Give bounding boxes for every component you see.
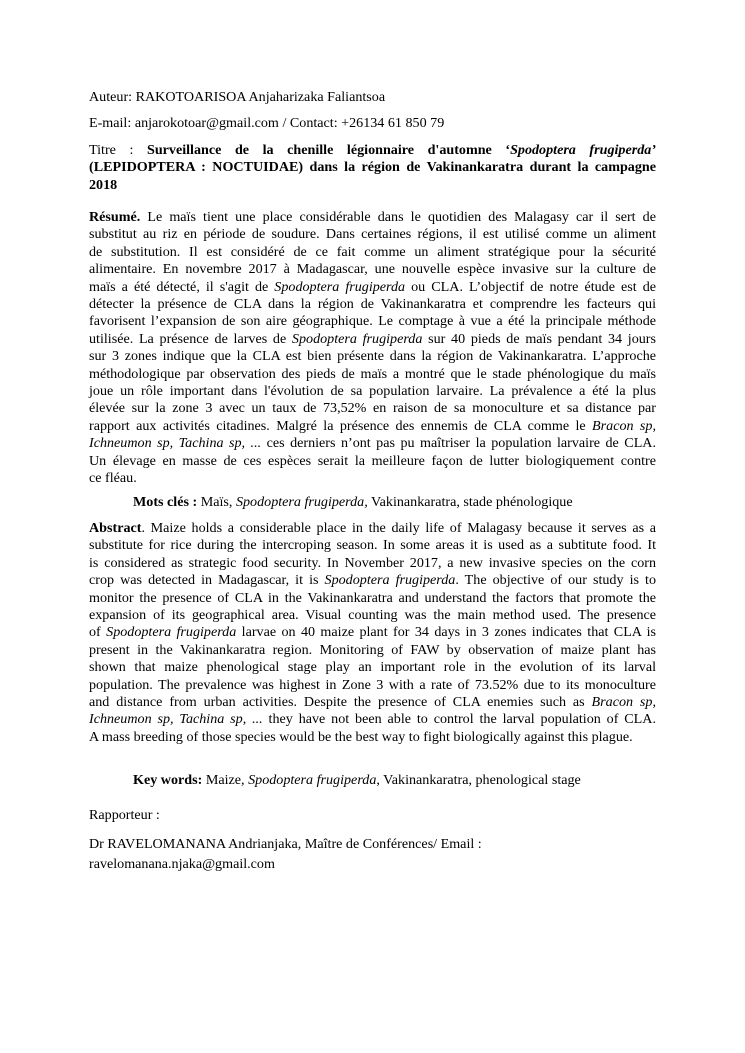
text-segment: ces derniers n’ont pas pu maîtriser la population larvaire de CLA. bbox=[261, 435, 656, 452]
author-line bbox=[89, 89, 656, 106]
title-text: Surveillance de la chenille légionnaire d'automne ‘ bbox=[146, 142, 511, 158]
key-words-line bbox=[89, 772, 656, 789]
author-name: RAKOTOARISOA Anjaharizaka Faliantsoa bbox=[135, 89, 386, 105]
text-line bbox=[89, 729, 656, 746]
title-block bbox=[89, 142, 656, 194]
abstract-paragraph bbox=[89, 520, 656, 746]
text-line bbox=[89, 711, 656, 728]
text-line bbox=[89, 313, 656, 330]
text-segment: ce fléau. bbox=[89, 470, 137, 487]
author-email: anjarokotoar@gmail.com bbox=[134, 115, 279, 131]
text-line bbox=[89, 226, 656, 243]
mots-cles-species: Spodoptera frugiperda, bbox=[235, 494, 368, 510]
text-line bbox=[89, 331, 656, 348]
text-segment: and distance from urban activities. Despite the presence of CLA enemies such as bbox=[89, 694, 592, 711]
email-label: E-mail: bbox=[89, 115, 132, 131]
mots-cles-label: Mots clés : bbox=[133, 494, 198, 510]
text-line bbox=[89, 400, 656, 417]
text-segment: substitute for rice during the intercroping season. In some areas it is used as a subtitute food. It bbox=[89, 537, 656, 554]
title-line bbox=[89, 177, 656, 194]
text-line bbox=[89, 296, 656, 313]
text-line bbox=[89, 418, 656, 435]
mots-cles-line bbox=[89, 494, 656, 511]
text-segment: de substitution. Il est considéré de ce fait comme un aliment stratégique pour la sécurité bbox=[89, 243, 656, 260]
text-segment: . The objective of our study is to bbox=[455, 572, 656, 589]
text-line bbox=[89, 694, 656, 711]
resume-paragraph bbox=[89, 209, 656, 488]
title-label: Titre : bbox=[89, 142, 134, 158]
species-name: Bracon sp, bbox=[592, 417, 656, 434]
text-segment: present in the Vakinankaratra region. Monitoring of FAW by observation of maize plant has bbox=[89, 641, 656, 658]
text-segment: of bbox=[89, 624, 107, 641]
resume-label: Résumé. bbox=[89, 209, 141, 225]
text-line bbox=[89, 642, 656, 659]
text-line bbox=[89, 659, 656, 676]
text-segment: maïs a été détecté, il s'agit de bbox=[89, 278, 275, 295]
text-segment: larvae on 40 maize plant for 34 days in 3 zones indicates that CLA is bbox=[236, 624, 656, 641]
text-line bbox=[89, 209, 656, 226]
text-segment: A mass breeding of those species would be the best way to fight biologically against this plague. bbox=[89, 728, 633, 745]
title-line bbox=[89, 159, 656, 176]
mots-cles-text: Vakinankaratra, stade phénologique bbox=[367, 494, 573, 510]
abstract-label: Abstract bbox=[89, 520, 142, 536]
text-line bbox=[89, 470, 656, 487]
key-words-text: , Vakinankaratra, phenological stage bbox=[376, 772, 581, 788]
text-segment: joue un rôle important dans l'évolution de sa population larvaire. La prévalence a été la plus bbox=[89, 383, 656, 400]
text-segment: sur 3 zones indique que la CLA est bien présente dans la région de Vakinankaratra. L’approche bbox=[89, 348, 656, 365]
rapporteur-email: ravelomanana.njaka@gmail.com bbox=[89, 856, 275, 872]
text-segment: monitor the presence of CLA in the Vakinankaratra and understand the factors that promote the bbox=[89, 589, 656, 606]
text-segment: élevée sur la zone 3 avec un taux de 73,52% en raison de sa monoculture et sa distance par bbox=[89, 400, 656, 417]
text-line bbox=[89, 261, 656, 278]
text-segment: shown that maize phenological stage play an important role in the evolution of its larval bbox=[89, 659, 656, 676]
text-line bbox=[89, 555, 656, 572]
text-line bbox=[89, 453, 656, 470]
species-name: Spodoptera frugiperda bbox=[291, 330, 423, 347]
text-segment: expansion of its geographical area. Visual counting was the main method used. The presence bbox=[89, 607, 656, 624]
title-text: 2018 bbox=[89, 176, 118, 193]
text-segment: substitut au riz en période de soudure. Dans certaines régions, il est utilisé comme un aliment bbox=[89, 226, 656, 243]
key-words-label: Key words: bbox=[133, 772, 203, 788]
key-words-text: Maize, bbox=[202, 772, 249, 788]
species-name: Spodoptera frugiperda bbox=[324, 572, 456, 589]
text-segment: Un élevage en masse de ces espèces serait la meilleure façon de lutter biologiquement contre bbox=[89, 452, 656, 469]
contact-line bbox=[89, 115, 656, 132]
author-label: Auteur: bbox=[89, 89, 133, 105]
key-words-species: Spodoptera frugiperda bbox=[248, 772, 377, 788]
text-line bbox=[89, 435, 656, 452]
text-line bbox=[89, 383, 656, 400]
text-segment: sur 40 pieds de maïs pendant 34 jours bbox=[422, 330, 656, 347]
text-segment: . Maize holds a considerable place in the daily life of Malagasy because it serves as a bbox=[141, 520, 656, 536]
text-line bbox=[89, 590, 656, 607]
text-segment: they have not been able to control the larval population of CLA. bbox=[262, 711, 656, 728]
text-line bbox=[89, 279, 656, 296]
contact-label: / Contact: bbox=[282, 115, 338, 131]
text-line bbox=[89, 677, 656, 694]
text-line bbox=[89, 624, 656, 641]
species-name: Spodoptera frugiperda bbox=[106, 624, 237, 641]
species-name: Bracon sp, bbox=[591, 694, 656, 711]
text-line bbox=[89, 244, 656, 261]
title-species: Spodoptera frugiperda’ bbox=[510, 142, 656, 158]
text-segment: ou CLA. L’objectif de notre étude est de bbox=[405, 278, 656, 295]
text-segment: méthodologique par observation des pieds de maïs a montré que le stade phénologique du maïs bbox=[89, 365, 656, 382]
species-name: Ichneumon sp, Tachina sp, ... bbox=[89, 711, 263, 728]
mots-cles-text: Maïs, bbox=[197, 494, 236, 510]
text-segment: crop was detected in Madagascar, it is bbox=[89, 572, 325, 589]
rapporteur-name: Dr RAVELOMANANA Andrianjaka, Maître de Conférences/ Email : bbox=[89, 836, 482, 852]
species-name: Spodoptera frugiperda bbox=[274, 278, 406, 295]
text-segment: favorisent l’expansion de son aire géographique. Le comptage à vue a été la principale méthode bbox=[89, 313, 656, 330]
text-segment: alimentaire. En novembre 2017 à Madagascar, une nouvelle espèce invasive sur la culture de bbox=[89, 261, 656, 278]
text-line bbox=[89, 537, 656, 554]
text-segment: utilisée. La présence de larves de bbox=[89, 330, 292, 347]
text-line bbox=[89, 607, 656, 624]
text-segment: rapport aux activités citadines. Malgré la présence des ennemis de CLA comme le bbox=[89, 417, 593, 434]
title-text: (LEPIDOPTERA : NOCTUIDAE) dans la région de Vakinankaratra durant la campagne bbox=[89, 159, 656, 176]
text-line bbox=[89, 366, 656, 383]
author-phone: +26134 61 850 79 bbox=[341, 115, 445, 131]
text-line bbox=[89, 348, 656, 365]
text-segment: Le maïs tient une place considérable dans le quotidien des Malagasy car il sert de bbox=[147, 209, 656, 225]
title-line bbox=[89, 142, 656, 159]
rapporteur-label: Rapporteur : bbox=[89, 807, 160, 823]
text-line bbox=[89, 520, 656, 537]
text-segment: population. The prevalence was highest in Zone 3 with a rate of 73.52% due to its monoculture bbox=[89, 676, 656, 693]
text-segment: détecter la présence de CLA dans la région de Vakinankaratra et comprendre les facteurs qui bbox=[89, 296, 656, 313]
species-name: Ichneumon sp, Tachina sp, ... bbox=[89, 435, 262, 452]
text-segment: is considered as strategic food security. In November 2017, a new invasive species on the corn bbox=[89, 554, 656, 571]
text-line bbox=[89, 572, 656, 589]
